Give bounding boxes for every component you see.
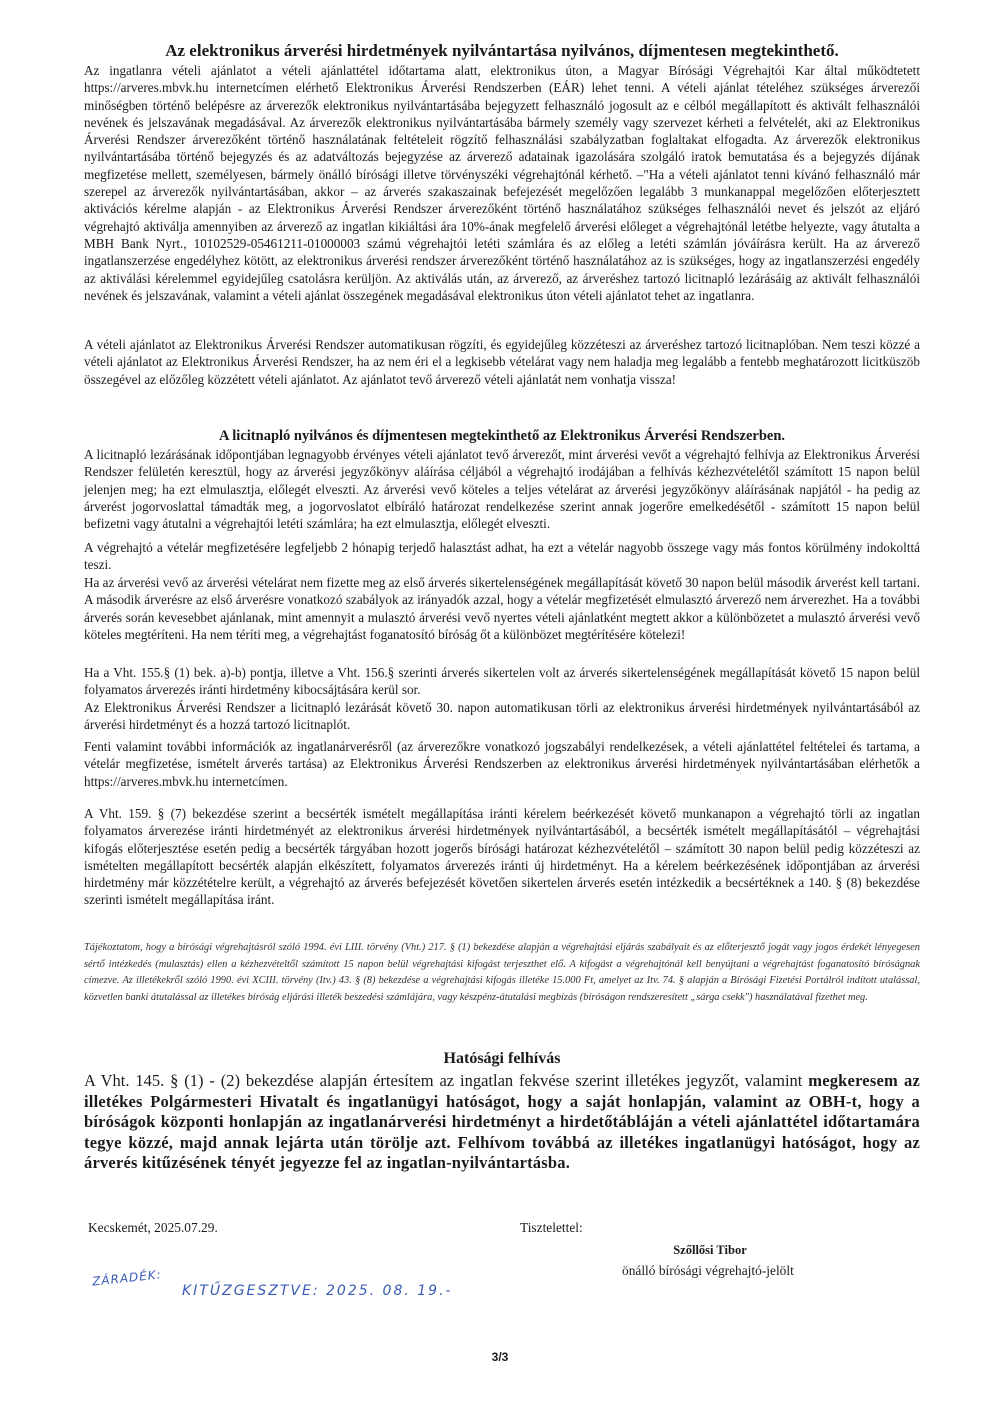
legal-notice: Tájékoztatom, hogy a bírósági végrehajtásról szóló 1994. évi LIII. törvény (Vht.) 217. § (1) bekezdése alapján a végrehajtási eljárás szabályait és az előterjesztő jogát vagy jogos érdekét lényegesen sértő intézkedés (mulasztás) ellen a kézhezvételtől számított 15 napon belül végrehajtási kifogást terjeszthet elő. A kifogást a végrehajtónál kell benyújtani a végrehajtást foganatosító bíróságnak címezve. Az illetékekről szóló 1990. évi XCIII. törvény (Itv.) 43. § (8) bekezdése a végrehajtási kifogás illetéke 15.000 Ft, amelyet az Itv. 74. § alapján a Bírósági Fizetési Portálról indított utalással, közvetlen banki átutalással az illetékes bíróság eljárási illeték beszedési számlájára, vagy készpénz-átutalási megbízás (bíróságon rendszeresített „sárga csekk") használatával fizethet meg. <box>84 942 920 1003</box>
call-intro: A Vht. 145. § (1) - (2) bekezdése alapján értesítem az ingatlan fekvése szerint illetékes jegyzőt, valamint <box>84 1071 809 1090</box>
call-paragraph <box>84 1071 920 1174</box>
section1-title: Az elektronikus árverési hirdetmények nyilvántartása nyilvános, díjmentesen megtekinthető. <box>165 41 839 60</box>
section2-paragraph-2: A végrehajtó a vételár megfizetésére legfeljebb 2 hónapig terjedő halasztást adhat, ha ezt a vételár nagyobb összege vagy más fontos körülmény indokolttá teszi. <box>84 540 920 573</box>
signer-name: Szőllősi Tibor <box>673 1243 747 1257</box>
greeting: Tisztelettel: <box>520 1220 583 1235</box>
handwritten-clause-date: KITŰZGESZTVE: 2025. 08. 19.- <box>182 1283 453 1299</box>
section1-paragraph-2: A vételi ajánlatot az Elektronikus Árverési Rendszer automatikusan rögzíti, és egyidejűleg közzéteszi az árveréshez tartozó licitnaplóban. Nem teszi közzé a vételi ajánlatot az Elektronikus Árverési Rendszer, ha az nem éri el a legkisebb vételárat vagy nem haladja meg legalább a fentebb meghatározott licitküszöb összegével az előzőleg közzétett vételi ajánlatot. Az ajánlatot tevő árverező vételi ajánlatát nem vonhatja vissza! <box>84 337 920 387</box>
page-number: 3/3 <box>491 1350 509 1364</box>
place-date: Kecskemét, 2025.07.29. <box>88 1220 218 1235</box>
call-title: Hatósági felhívás <box>443 1050 561 1067</box>
handwritten-clause-label: ZÁRADÉK: <box>91 1267 163 1289</box>
section2-paragraph-5: Az Elektronikus Árverési Rendszer a licitnapló lezárását követő 30. napon automatikusan törli az elektronikus árverési hirdetmények nyilvántartásából az árverési hirdetményt és a hozzá tartozó licitnaplót. <box>84 700 920 733</box>
section2-paragraph-4: Ha a Vht. 155.§ (1) bek. a)-b) pontja, illetve a Vht. 156.§ szerinti árverés sikertelen volt az árverés sikertelenségének megállapítását követő 15 napon belül folyamatos árverezés iránti hirdetmény kibocsájtására kerül sor. <box>84 665 920 698</box>
section2-paragraph-3: Ha az árverési vevő az árverési vételárat nem fizette meg az első árverés sikertelenségének megállapítását követő 30 napon belül második árverést kell tartani. A második árverésre az első árverésre vonatkozó szabályok az irányadók azzal, hogy a vételár megfizetését elmulasztó árverező nem árverezhet. Ha a további árverés során kevesebbet ajánlanak, mint amennyit a mulasztó árverési vevő nyertes vételi ajánlatként megtett akkor a különbözetet a mulasztó árverési vevő köteles megtéríteni. Ha nem téríti meg, a végrehajtást foganatosító bíróság őt a különbözet megtérítésére kötelezi! <box>84 575 920 642</box>
section2-paragraph-6: Fenti valamint további információk az ingatlanárverésről (az árverezőkre vonatkozó jogszabályi rendelkezések, a vételi ajánlattétel feltételei és tartama, a vételár megfizetése, ismételt árverés tartása) az Elektronikus Árverési Rendszerben az elektronikus árverési hirdetmények nyilvántartásában elérhetők a https://arveres.mbvk.hu internetcímen. <box>84 739 920 789</box>
call-bold: megkeresem az illetékes Polgármesteri Hivatalt és ingatlanügyi hatóságot, hogy a saját honlapján, valamint az OBH-t, hogy a bíróságok központi honlapján az ingatlanárverési hirdetményt a hirdetőtábláján a vételi ajánlattétel időtartamára tegye közzé, majd annak lejárta után törölje azt. Felhívom továbbá az illetékes ingatlanügyi hatóságot, hogy az árverés kitűzésének tényét jegyezze fel az ingatlan-nyilvántartásba. <box>84 1071 920 1172</box>
section3-paragraph-1: A Vht. 159. § (7) bekezdése szerint a becsérték ismételt megállapítása iránti kérelem beérkezését követő munkanapon a végrehajtó törli az ingatlan folyamatos árverezése iránti hirdetményét az elektronikus árverési hirdetmények nyilvántartásából, a becsérték ismételt megállapításától – végrehajtási kifogás előterjesztése esetén pedig a becsérték tárgyában hozott jogerős bírósági határozat kézhezvételétől – számított 30 napon belül pedig közzéteszi az ismételten megállapított becsérték alapján elkészített, folyamatos árverezés iránti új hirdetményt. Ha a kérelem beérkezésének időpontjában az árverési hirdetmény már közzétételre került, a végrehajtó az árverés befejezését követően sikertelen árverés esetén intézkedik a becsértéknek a 140. § (8) bekezdése szerinti ismételt megállapítása iránt. <box>84 806 920 908</box>
section1-paragraph-1: Az ingatlanra vételi ajánlatot a vételi ajánlattétel időtartama alatt, elektronikus úton, a Magyar Bírósági Végrehajtói Kar által működtetett https://arveres.mbvk.hu internetcímen elérhető Elektronikus Árverési Rendszerben (EÁR) lehet tenni. A vételi ajánlat tételéhez szükséges árverezői minőségben történő belépésre az árverezők elektronikus nyilvántartásába bejegyzett felhasználó jogosult az e célból megállapított és aktivált felhasználói nevének és jelszavának megadásával. Az árverezők elektronikus nyilvántartásába bármely személy vagy szervezet kérheti a felvételét, aki az Elektronikus Árverési Rendszer árverezőként történő használatának feltételeit rögzítő felhasználási szabályzatban foglaltakat elfogadta. Az árverezők elektronikus nyilvántartásába történő bejegyzés és az adatváltozás bejegyzése az árverező adatainak igazolására szolgáló iratok bemutatása és a bejegyzés díjának megfizetése mellett, személyesen, bármely önálló bírósági illetve törvényszéki végrehajtónál kérhető. –"Ha a vételi ajánlatot tenni kívánó felhasználó már szerepel az árverezők nyilvántartásában, akkor – az árverés szakaszainak befejezését megelőzően legalább 3 munkanappal megelőzően előterjesztett aktivációs kérelme alapján - az Elektronikus Árverési Rendszer árverezőként történő használatához szükséges felhasználói nevet és jelszót az eljáró végrehajtó aktiválja amennyiben az árverező az ingatlan kikiáltási ára 10%-ának megfelelő árverési előleget a végrehajtónál letétbe helyezte, vagy átutalta a MBH Bank Nyrt., 10102529-05461211-01000003 számú végrehajtói letéti számlára és az előleg a letéti számlán jóváírásra került. Ha az árverező ingatlanszerzése engedélyhez kötött, az elektronikus árverési rendszer árverezőként történő használatához az is szükséges, hogy az ingatlanszerzési engedély az aktiválási kérelemmel egyidejűleg csatolásra kerüljön. Az aktiválás után, az árverező, az árveréshez tartozó licitnapló lezárásáig az aktivált felhasználói nevének és jelszavának, valamint a vételi ajánlat összegének megadásával elektronikus úton vételi ajánlatot tehet az ingatlanra. <box>84 63 920 303</box>
section2-paragraph-1: A licitnapló lezárásának időpontjában legnagyobb érvényes vételi ajánlatot tevő árverezőt, mint árverési vevőt a végrehajtó felhívja az Elektronikus Árverési Rendszer felületén keresztül, hogy az árverési jegyzőkönyv aláírása céljából a végrehajtó irodájában a felhívás kézhezvételétől számított 15 napon belül jelenjen meg; ha ezt elmulasztja, előlegét elveszti. Az árverési vevő köteles a teljes vételárat az árverési jegyzőkönyv aláírásának napjától - ha pedig az árverést jogorvoslattal támadták meg, a jogorvoslatot elbíráló határozat rendelkezése szerint annak jogerőre emelkedésétől - számított 15 napon belül befizetni vagy átutalni a végrehajtói letéti számlára; ha ezt elmulasztja, előlegét elveszti. <box>84 447 920 532</box>
section2-title: A licitnapló nyilvános és díjmentesen megtekinthető az Elektronikus Árverési Rendszerben. <box>218 428 786 444</box>
signer-title: önálló bírósági végrehajtó-jelölt <box>622 1263 794 1278</box>
